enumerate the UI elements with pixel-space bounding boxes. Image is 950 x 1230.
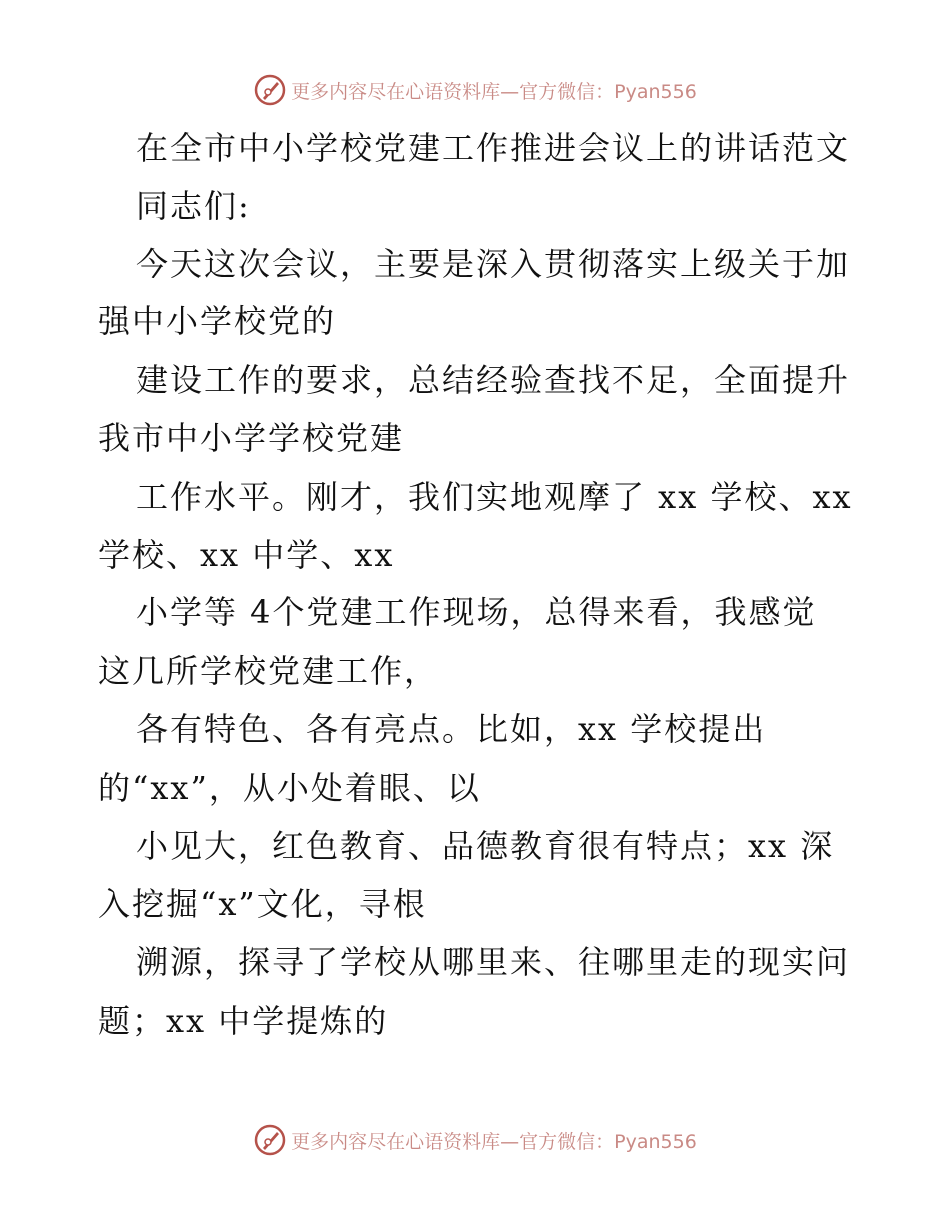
paragraph-line: 小学等 4个党建工作现场，总得来看，我感觉 bbox=[136, 593, 817, 631]
quill-circle-icon bbox=[253, 73, 287, 107]
watermark-text: 更多内容尽在心语资料库—官方微信：Pyan556 bbox=[291, 80, 697, 103]
paragraph-line: 建设工作的要求，总结经验查找不足，全面提升 bbox=[136, 361, 851, 399]
paragraph-line: 各有特色、各有亮点。比如，xx 学校提出 bbox=[136, 710, 767, 748]
watermark-text: 更多内容尽在心语资料库—官方微信：Pyan556 bbox=[291, 1130, 697, 1153]
footer-watermark bbox=[0, 1120, 950, 1160]
paragraph-line: 溯源，探寻了学校从哪里来、往哪里走的现实问 bbox=[136, 943, 851, 981]
paragraph-line: 工作水平。刚才，我们实地观摩了 xx 学校、xx bbox=[136, 478, 853, 516]
document-title: 在全市中小学校党建工作推进会议上的讲话范文 bbox=[136, 129, 851, 167]
paragraph-line: 今天这次会议，主要是深入贯彻落实上级关于加 bbox=[136, 245, 851, 283]
paragraph-line: 这几所学校党建工作， bbox=[98, 652, 439, 690]
header-watermark bbox=[0, 70, 950, 110]
quill-circle-icon bbox=[253, 1123, 287, 1157]
paragraph-line: 的“xx”，从小处着眼、以 bbox=[98, 769, 481, 807]
paragraph-line: 小见大，红色教育、品德教育很有特点；xx 深 bbox=[136, 827, 835, 865]
paragraph-line: 入挖掘“x”文化，寻根 bbox=[98, 885, 427, 923]
paragraph-line: 题；xx 中学提炼的 bbox=[98, 1002, 389, 1040]
salutation: 同志们: bbox=[136, 187, 251, 225]
paragraph-line: 我市中小学学校党建 bbox=[98, 419, 405, 457]
paragraph-line: 学校、xx 中学、xx bbox=[98, 536, 395, 574]
paragraph-line: 强中小学校党的 bbox=[98, 302, 337, 340]
